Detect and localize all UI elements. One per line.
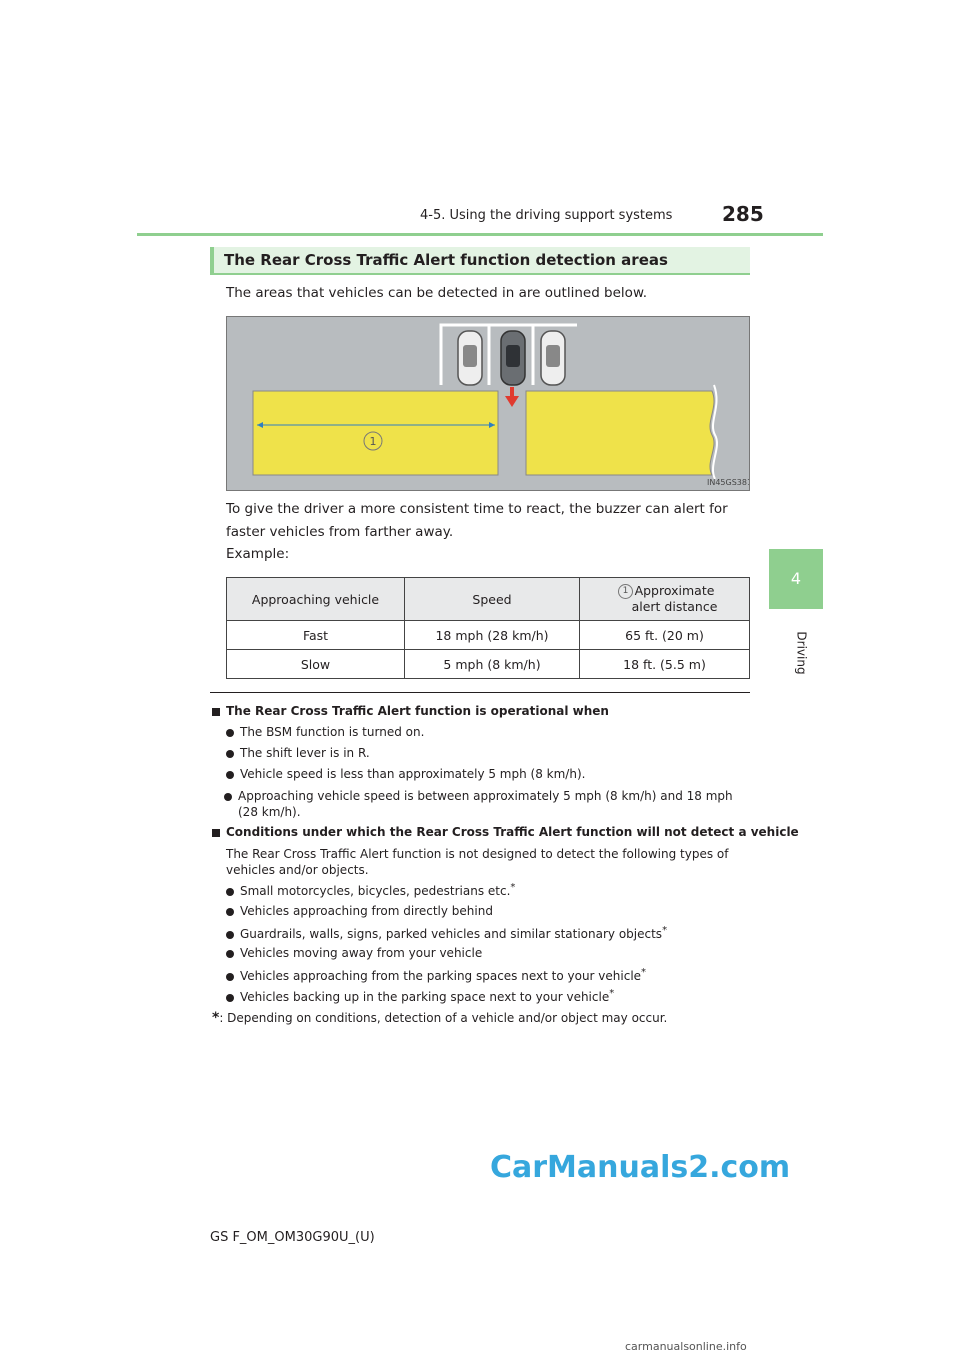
footnote: *: Depending on conditions, detection of a vehicle and/or object may occur. <box>212 1010 668 1026</box>
table-cell: 18 ft. (5.5 m) <box>580 650 750 679</box>
square-bullet-icon <box>212 829 220 837</box>
table-cell: Slow <box>227 650 405 679</box>
diagram-callout: 1 <box>369 435 377 448</box>
watermark-secondary: carmanualsonline.info <box>625 1340 747 1353</box>
table-cell: 65 ft. (20 m) <box>580 621 750 650</box>
bullet-icon <box>226 950 234 958</box>
chapter-label: Driving <box>794 631 809 675</box>
header-rule <box>137 233 823 236</box>
col-alert-distance-label: Approximate alert distance <box>631 583 718 614</box>
col-approaching-vehicle: Approaching vehicle <box>227 578 405 621</box>
table-header-row <box>227 578 750 621</box>
section-end-rule <box>210 692 750 693</box>
parked-car-left-icon <box>458 331 482 385</box>
alert-distance-table <box>226 577 750 679</box>
list-item: The shift lever is in R. <box>226 746 370 760</box>
table-row <box>227 650 750 679</box>
square-bullet-icon <box>212 708 220 716</box>
detection-area-illustration <box>227 317 749 490</box>
document-code: GS F_OM_OM30G90U_(U) <box>210 1230 375 1245</box>
bullet-icon <box>224 793 232 801</box>
reverse-arrow-icon <box>505 387 519 407</box>
header-section-title: 4-5. Using the driving support systems <box>420 208 673 223</box>
bullet-icon <box>226 931 234 939</box>
own-car-icon <box>501 331 525 385</box>
section-title-box <box>210 247 750 275</box>
detection-area-left <box>253 391 498 475</box>
conditions-body: The Rear Cross Traffic Alert function is not designed to detect the following types of vehicles and/or objects. <box>226 847 729 877</box>
list-item: Small motorcycles, bicycles, pedestrians etc.* <box>226 882 515 898</box>
list-item: Vehicles approaching from directly behind <box>226 904 493 918</box>
list-item: Vehicle speed is less than approximately 5 mph (8 km/h). <box>226 767 585 781</box>
conditions-title: Conditions under which the Rear Cross Traffic Alert function will not detect a vehicle <box>226 825 799 839</box>
watermark-link[interactable]: CarManuals2.com <box>490 1150 791 1185</box>
chapter-label-box <box>770 616 820 676</box>
diagram-code: IN45GS381 <box>707 478 749 487</box>
list-item: Guardrails, walls, signs, parked vehicles and similar stationary objects* <box>226 925 667 941</box>
bullet-icon <box>226 973 234 981</box>
list-item: Vehicles backing up in the parking space next to your vehicle* <box>226 988 614 1004</box>
bullet-icon <box>226 994 234 1002</box>
list-item: Vehicles approaching from the parking spaces next to your vehicle* <box>226 967 646 983</box>
bullet-icon <box>226 888 234 896</box>
detection-area-right <box>526 391 714 475</box>
detection-area-diagram <box>226 316 750 491</box>
operational-title: The Rear Cross Traffic Alert function is operational when <box>226 704 609 718</box>
col-speed: Speed <box>405 578 580 621</box>
list-item: Approaching vehicle speed is between approximately 5 mph (8 km/h) and 18 mph (28 km/h). <box>226 788 750 820</box>
table-cell: 5 mph (8 km/h) <box>405 650 580 679</box>
paragraph-alert-timing: To give the driver a more consistent time to react, the buzzer can alert for faster vehicles from farther away. <box>226 501 728 540</box>
list-item: Vehicles moving away from your vehicle <box>226 946 482 960</box>
page-number: 285 <box>722 202 764 226</box>
col-alert-distance <box>580 578 750 621</box>
bullet-icon <box>226 729 234 737</box>
table-row <box>227 621 750 650</box>
bullet-icon <box>226 771 234 779</box>
parked-car-right-icon <box>541 331 565 385</box>
section-title: The Rear Cross Traffic Alert function detection areas <box>224 251 668 269</box>
chapter-number: 4 <box>790 569 802 588</box>
example-label: Example: <box>226 546 290 562</box>
chapter-tab <box>769 549 823 609</box>
table-callout: 1 <box>618 584 633 599</box>
intro-text: The areas that vehicles can be detected in are outlined below. <box>226 285 648 301</box>
bullet-icon <box>226 908 234 916</box>
conditions-heading <box>212 825 799 839</box>
operational-heading <box>212 704 609 718</box>
table-cell: 18 mph (28 km/h) <box>405 621 580 650</box>
table-cell: Fast <box>227 621 405 650</box>
list-item: The BSM function is turned on. <box>226 725 424 739</box>
bullet-icon <box>226 750 234 758</box>
